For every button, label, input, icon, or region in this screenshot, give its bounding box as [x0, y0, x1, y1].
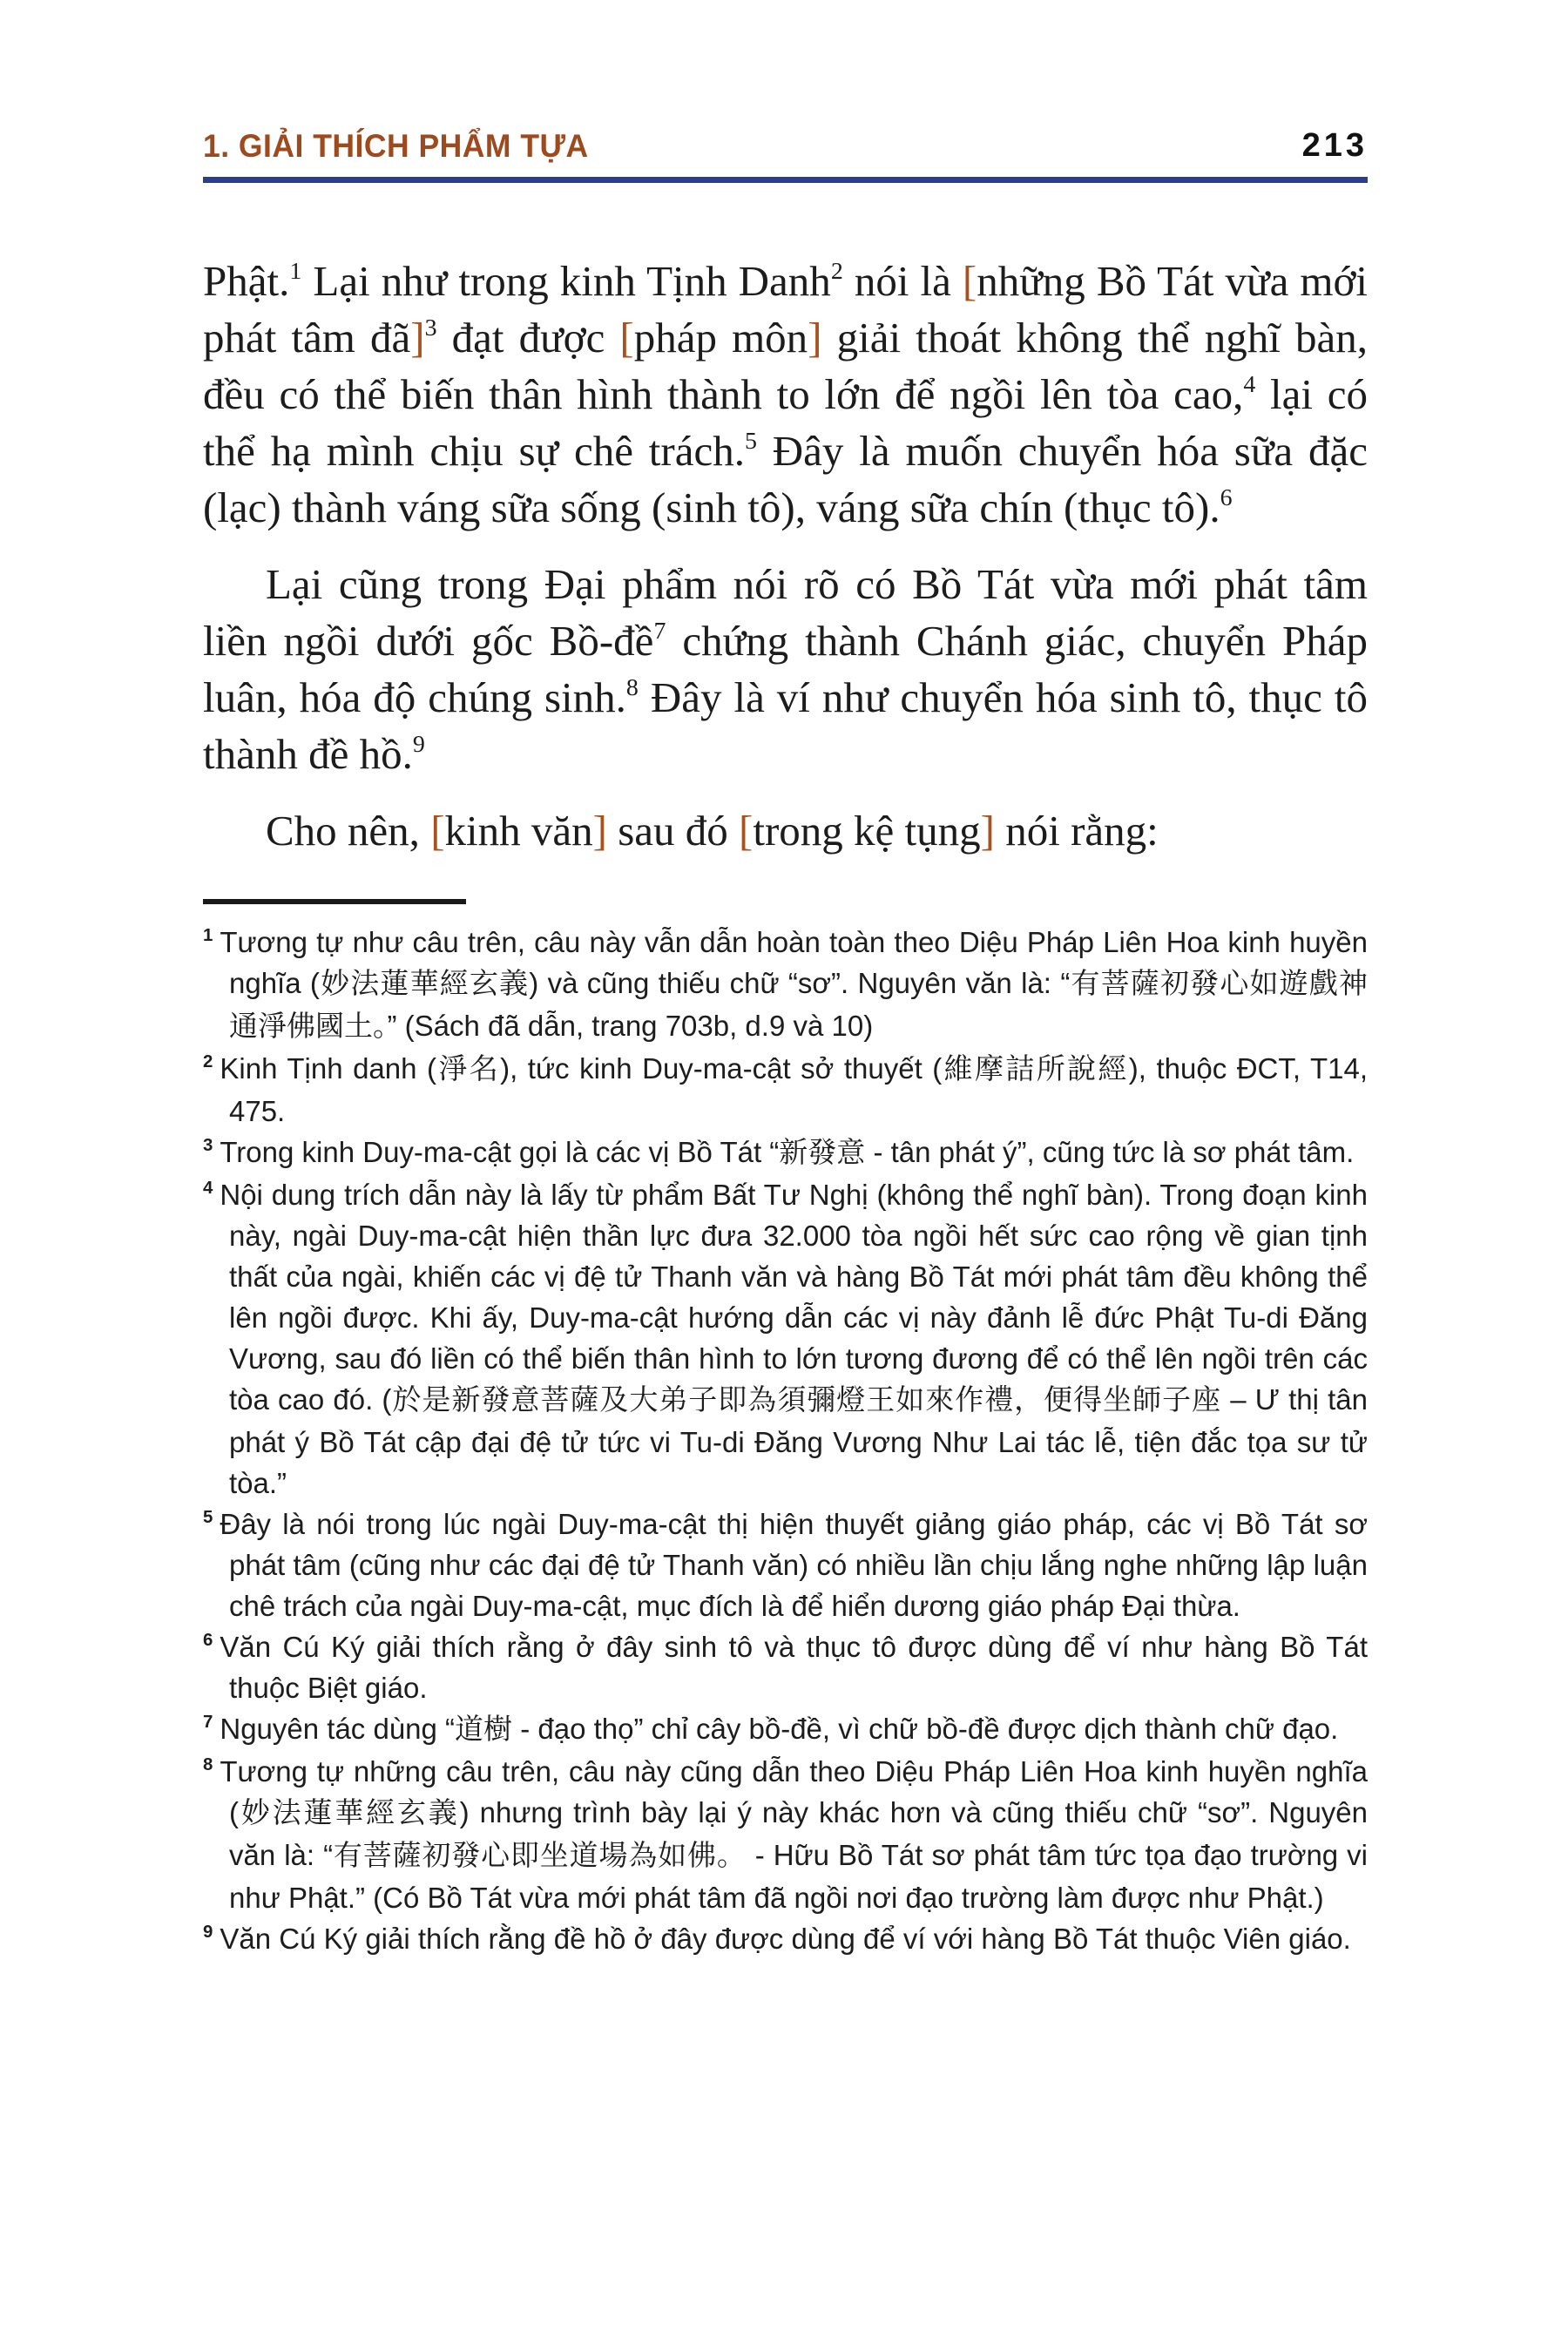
text-run: Đây là nói trong lúc ngài Duy-ma-cật thị hiện thuyết giảng giáo pháp, các vị Bồ Tát sơ phát tâm (cũng như các đại đệ tử Thanh văn) có nhiều lần chịu lắng nghe những lập luận chê trách của ngài Duy-ma-cật, mục đích là để hiển dương giáo pháp Đại thừa.	[220, 1508, 1368, 1622]
text-run: Trong kinh Duy-ma-cật gọi là các vị Bồ Tát “	[220, 1136, 780, 1168]
cjk-text: 妙法蓮華經玄義	[319, 969, 530, 1000]
text-run: nói rằng:	[995, 807, 1159, 855]
footnote-ref: 5	[744, 427, 757, 455]
editorial-bracket: ]	[980, 807, 995, 855]
editorial-bracket: [	[739, 807, 754, 855]
footnote-number: 9	[203, 1922, 213, 1942]
footnote	[203, 1504, 1368, 1626]
text-run: Tương tự như câu trên, câu này vẫn dẫn hoàn toàn theo Diệu Pháp Liên Hoa kinh huyền nghĩa (	[220, 926, 1368, 999]
footnote-ref: 9	[412, 730, 425, 758]
footnote-ref: 6	[1220, 483, 1233, 511]
body-text	[203, 253, 1368, 859]
editorial-bracket: ]	[592, 807, 607, 855]
footnote-number: 4	[203, 1178, 213, 1198]
header-rule	[203, 177, 1368, 183]
footnote-number: 1	[203, 925, 213, 945]
text-run: Lại cũng trong Đại phẩm nói rõ có Bồ Tát vừa mới phát tâm liền ngồi dưới gốc Bồ-đề	[203, 560, 1368, 665]
text-run: chứng thành Chánh giác, chuyển Pháp luân, hóa độ chúng sinh.	[203, 617, 1368, 721]
paragraph	[203, 253, 1368, 536]
text-run: - tân phát ý”, cũng tức là sơ phát tâm.	[865, 1136, 1355, 1168]
paragraph	[203, 556, 1368, 782]
footnote-separator	[203, 899, 466, 904]
editorial-bracket: ]	[410, 314, 425, 362]
editorial-bracket: [	[962, 257, 977, 305]
cjk-text: 有菩薩初發心即坐道場為如佛。	[333, 1841, 747, 1872]
text-run: những Bồ Tát vừa mới phát tâm đã	[203, 257, 1369, 362]
text-run: Lại như trong kinh Tịnh Danh	[301, 257, 831, 305]
text-run: Văn Cú Ký giải thích rằng ở đây sinh tô và thục tô được dùng để ví như hàng Bồ Tát thuộc Biệt giáo.	[220, 1631, 1368, 1704]
footnote-number: 2	[203, 1051, 213, 1071]
footnote	[203, 1174, 1368, 1504]
text-run: lại có thể hạ mình chịu sự chê trách.	[203, 370, 1368, 475]
footnote-number: 5	[203, 1507, 213, 1527]
footnote-ref: 4	[1243, 370, 1256, 398]
footnote	[203, 1626, 1368, 1708]
footnote-ref: 1	[289, 257, 302, 285]
text-run: ) nhưng trình bày lại ý này khác hơn và cũng thiếu chữ “sơ”. Nguyên văn là: “	[229, 1796, 1369, 1871]
editorial-bracket: ]	[808, 314, 822, 362]
text-run: - đạo thọ” chỉ cây bồ-đề, vì chữ bồ-đề được dịch thành chữ đạo.	[512, 1713, 1339, 1745]
footnote-ref: 2	[830, 257, 843, 285]
footnote	[203, 1751, 1368, 1918]
footnote-number: 7	[203, 1712, 213, 1732]
footnote	[203, 1708, 1368, 1751]
text-run: Nguyên tác dùng “	[220, 1713, 456, 1745]
cjk-text: 維摩詰所說經	[942, 1054, 1129, 1085]
footnote-ref: 3	[424, 314, 437, 341]
paragraph	[203, 802, 1368, 859]
page-header	[203, 127, 1368, 165]
text-run: Đây là muốn chuyển hóa sữa đặc (lạc) thành váng sữa sống (sinh tô), váng sữa chín (thục tô).	[203, 427, 1368, 531]
page-number: 213	[1301, 127, 1368, 164]
text-run: nói là	[842, 257, 963, 305]
cjk-text: 妙法蓮華經玄義	[239, 1798, 460, 1829]
text-run: ), thuộc ĐCT, T14, 475.	[229, 1052, 1369, 1127]
cjk-text: 道樹	[455, 1714, 513, 1746]
text-run: Đây là ví như chuyển hóa sinh tô, thục tô thành đề hồ.	[203, 673, 1369, 778]
text-run: – Ư thị tân phát ý Bồ Tát cập đại đệ tử tức vi Tu-di Đăng Vương Như Lai tác lễ, tiện đắc tọa sư tử tòa.”	[229, 1383, 1369, 1499]
footnote-ref: 8	[625, 673, 639, 701]
editorial-bracket: [	[619, 314, 634, 362]
footnote	[203, 922, 1368, 1048]
text-run: ) và cũng thiếu chữ “sơ”. Nguyên văn là: “	[529, 967, 1071, 999]
text-run: ), tức kinh Duy-ma-cật sở thuyết (	[500, 1052, 943, 1085]
text-run: - Hữu Bồ Tát sơ phát tâm tức tọa đạo trường vi như Phật.” (Có Bồ Tát vừa mới phát tâm đã ngồi nơi đạo trường làm được như Phật.)	[229, 1839, 1369, 1914]
footnote-number: 8	[203, 1754, 213, 1774]
text-run: Văn Cú Ký giải thích rằng đề hồ ở đây được dùng để ví với hàng Bồ Tát thuộc Viên giáo.	[220, 1923, 1351, 1955]
text-run: Phật.	[203, 257, 290, 305]
cjk-text: 於是新發意菩薩及大弟子即為須彌燈王如來作禮，便得坐師子座	[391, 1385, 1222, 1416]
footnotes-section	[203, 922, 1368, 1959]
text-run: pháp môn	[633, 314, 808, 362]
cjk-text: 有菩薩初發心如遊戲神通淨佛國土。	[229, 969, 1369, 1043]
section-heading: 1. GIẢI THÍCH PHẨM TỰA	[203, 128, 589, 164]
footnote	[203, 1048, 1368, 1132]
footnote-number: 6	[203, 1630, 213, 1650]
text-run: Kinh Tịnh danh (	[220, 1052, 437, 1085]
footnote	[203, 1918, 1368, 1959]
footnote-number: 3	[203, 1135, 213, 1155]
text-run: ” (Sách đã dẫn, trang 703b, d.9 và 10)	[387, 1010, 874, 1042]
footnote-ref: 7	[653, 617, 666, 645]
text-run: Nội dung trích dẫn này là lấy từ phẩm Bất Tư Nghị (không thể nghĩ bàn). Trong đoạn kinh này, ngài Duy-ma-cật hiện thần lực đưa 32.000 tòa ngồi hết sức cao rộng về gian tịnh thất của ngài, khiến các vị đệ tử Thanh văn và hàng Bồ Tát mới phát tâm đều không thể lên ngồi được. Khi ấy, Duy-ma-cật hướng dẫn các vị này đảnh lễ đức Phật Tu-di Đăng Vương, sau đó liền có thể biến thân hình to lớn tương đương để có thể lên ngồi trên các tòa cao đó. (	[220, 1179, 1368, 1416]
footnote	[203, 1132, 1368, 1174]
text-run: đạt được	[436, 314, 620, 362]
text-run: kinh văn	[444, 807, 593, 855]
text-run: giải thoát không thể nghĩ bàn, đều có thể biến thân hình thành to lớn để ngồi lên tòa cao,	[203, 314, 1368, 418]
cjk-text: 淨名	[436, 1054, 501, 1085]
cjk-text: 新發意	[779, 1138, 866, 1169]
text-run: Cho nên,	[266, 807, 431, 855]
text-run: trong kệ tụng	[753, 807, 981, 855]
editorial-bracket: [	[430, 807, 445, 855]
text-run: sau đó	[606, 807, 740, 855]
text-run: Tương tự những câu trên, câu này cũng dẫn theo Diệu Pháp Liên Hoa kinh huyền nghĩa (	[220, 1755, 1368, 1828]
